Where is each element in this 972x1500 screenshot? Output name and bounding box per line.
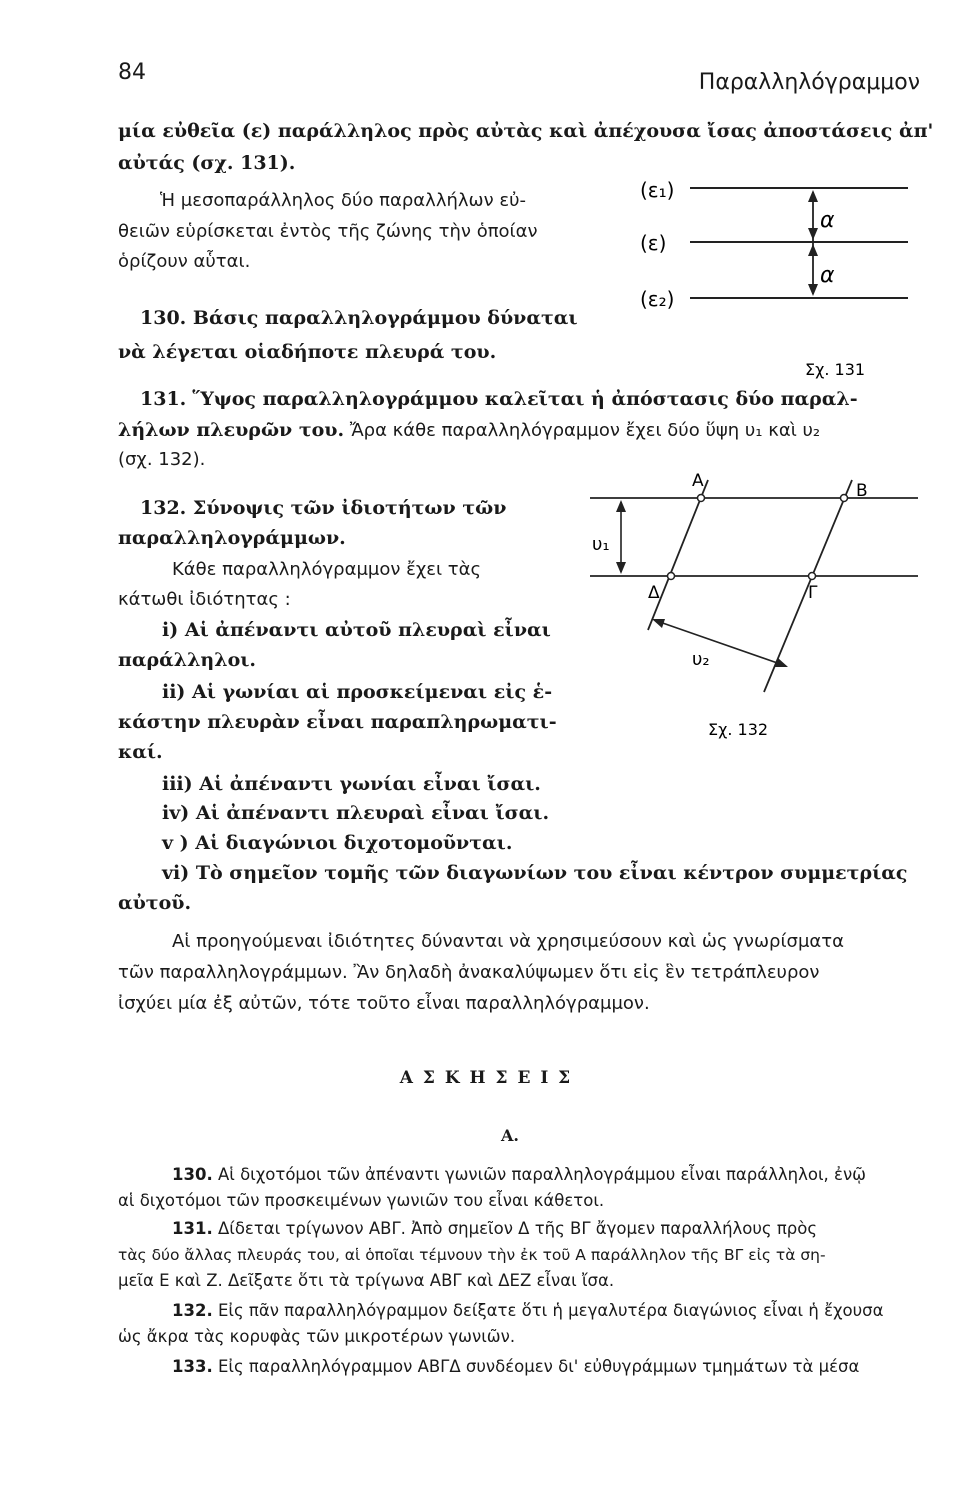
- s132-item2a: ii) Αἱ γωνίαι αἱ προσκείμεναι εἰς ἑ-: [162, 681, 553, 703]
- s132-item2b: κάστην πλευρὰν εἶναι παραπληρωματι-: [118, 711, 557, 733]
- ex131-line-1: [172, 1216, 817, 1242]
- fig131-arrow-top: [808, 190, 818, 202]
- fig132-point-A: [698, 495, 705, 502]
- ex132-line-2: ὡς ἄκρα τὰς κορυφὰς τῶν μικροτέρων γωνιῶν.: [118, 1327, 516, 1346]
- fig132-caption: Σχ. 132: [708, 720, 769, 739]
- fig131-label-a-bottom: α: [820, 263, 835, 288]
- ex133-line-1: [172, 1354, 859, 1380]
- fig132-side-AD: [648, 480, 708, 630]
- s132-line-3: Κάθε παραλληλόγραμμον ἔχει τὰς: [172, 559, 482, 580]
- intro-line-2: αὐτάς (σχ. 131).: [118, 152, 296, 174]
- ex132-text-1: Εἰς πᾶν παραλληλόγραμμον δείξατε ὅτι ἡ μεγαλυτέρα διαγώνιος εἶναι ἡ ἔχουσα: [217, 1301, 884, 1320]
- fig132-point-B: [841, 495, 848, 502]
- ex131-line-3: μεῖα Ε καὶ Ζ. Δεῖξατε ὅτι τὰ τρίγωνα ΑΒΓ καὶ ΔΕΖ εἶναι ἴσα.: [118, 1271, 615, 1290]
- s131-line-2: [118, 414, 820, 447]
- exercises-heading: Α Σ Κ Η Σ Ε Ι Σ: [399, 1068, 573, 1088]
- ex133-text-1: Εἰς παραλληλόγραμμον ΑΒΓΔ συνδέομεν δι' εὐθυγράμμων τμημάτων τὰ μέσα: [217, 1357, 860, 1376]
- fig132-label-B: Β: [856, 481, 868, 501]
- s132-line-1: Σύνοψις τῶν ἰδιοτήτων τῶν: [192, 497, 507, 519]
- fig132-label-u1: υ₁: [592, 534, 610, 555]
- s132-heading: [140, 492, 506, 524]
- s132-line-2: παραλληλογράμμων.: [118, 527, 346, 549]
- s130: [140, 302, 578, 334]
- ex132-number: 132.: [172, 1301, 213, 1320]
- fig132-label-A: Α: [692, 471, 704, 491]
- s132-item5: v ) Αἱ διαγώνιοι διχοτομοῦνται.: [162, 832, 513, 854]
- closing-line-1: Αἱ προηγούμεναι ἰδιότητες δύνανται νὰ χρησιμεύσουν καὶ ὡς γνωρίσματα: [172, 931, 844, 952]
- s132-item6b: αὐτοῦ.: [118, 892, 192, 914]
- s131-line-2-rest: Ἄρα κάθε παραλληλόγραμμον ἔχει δύο ὕψη υ₁ καὶ υ₂: [344, 420, 821, 441]
- ex132-line-1: [172, 1298, 884, 1324]
- midparallel-line-2: θειῶν εὑρίσκεται ἐντὸς τῆς ζώνης τὴν ὁποίαν: [118, 221, 538, 242]
- s132-item3: iii) Αἱ ἀπέναντι γωνίαι εἶναι ἴσαι.: [162, 773, 541, 795]
- fig131-label-a-top: α: [820, 208, 835, 233]
- exercises-subheading: Α.: [501, 1126, 519, 1145]
- s132-number: 132.: [140, 497, 187, 519]
- s131-number: 131.: [140, 388, 187, 410]
- fig131-arrow-mid-down: [808, 244, 818, 256]
- closing-line-2: τῶν παραλληλογράμμων. Ἂν δηλαδὴ ἀνακαλύψωμεν ὅτι εἰς ἓν τετράπλευρον: [118, 962, 820, 983]
- fig131-caption: Σχ. 131: [805, 360, 866, 379]
- ex130-number: 130.: [172, 1165, 213, 1184]
- ex130-line-1: [172, 1162, 866, 1188]
- ex131-line-2: τὰς δύο ἄλλας πλευράς του, αἱ ὁποῖαι τέμνουν τὴν ἐκ τοῦ Α παράλληλον τῆς ΒΓ εἰς τὰ ση-: [118, 1246, 826, 1264]
- ex130-line-2: αἱ διχοτόμοι τῶν προσκειμένων γωνιῶν του εἶναι κάθετοι.: [118, 1191, 605, 1210]
- s132-item4: iv) Αἱ ἀπέναντι πλευραὶ εἶναι ἴσαι.: [162, 802, 550, 824]
- s132-item1a: i) Αἱ ἀπέναντι αὐτοῦ πλευραὶ εἶναι: [162, 619, 551, 641]
- midparallel-line-1: Ἡ μεσοπαράλληλος δύο παραλλήλων εὐ-: [160, 190, 527, 211]
- s131-line-3: (σχ. 132).: [118, 449, 206, 470]
- ex131-number: 131.: [172, 1219, 213, 1238]
- s132-item1b: παράλληλοι.: [118, 649, 257, 671]
- fig132-label-u2: υ₂: [692, 649, 710, 670]
- s131: [140, 383, 858, 415]
- s132-item2c: καί.: [118, 741, 163, 763]
- fig131-arrow-bottom: [808, 284, 818, 296]
- s132-item6a: vi) Τὸ σημεῖον τομῆς τῶν διαγωνίων του εἶναι κέντρον συμμετρίας: [162, 862, 908, 884]
- figure-131: [630, 170, 920, 390]
- fig132-arrow-u1-top: [616, 500, 626, 512]
- fig132-height-u2: [654, 620, 786, 666]
- fig132-arrow-u1-bottom: [616, 562, 626, 574]
- s130-line-2: νὰ λέγεται οἱαδήποτε πλευρά του.: [118, 341, 497, 363]
- fig131-label-e: (ε): [640, 231, 667, 255]
- s132-line-4: κάτωθι ἰδιότητας :: [118, 589, 291, 610]
- ex130-text-1: Αἱ διχοτόμοι τῶν ἀπέναντι γωνιῶν παραλληλογράμμου εἶναι παράλληλοι, ἐνῷ: [217, 1165, 866, 1184]
- midparallel-line-3: ὁρίζουν αὗται.: [118, 251, 251, 272]
- fig132-label-G: Γ: [808, 583, 818, 603]
- intro-line-1: μία εὐθεῖα (ε) παράλληλος πρὸς αὐτὰς καὶ ἀπέχουσα ἴσας ἀποστάσεις ἀπ': [118, 120, 934, 142]
- page-number: 84: [118, 60, 146, 85]
- s130-line-1: Βάσις παραλληλογράμμου δύναται: [192, 307, 578, 329]
- fig131-arrow-mid-up: [808, 228, 818, 240]
- ex133-number: 133.: [172, 1357, 213, 1376]
- fig131-label-e1: (ε₁): [640, 178, 675, 202]
- fig132-label-D: Δ: [648, 583, 660, 603]
- fig132-point-G: [809, 573, 816, 580]
- ex131-text-1: Δίδεται τρίγωνον ΑΒΓ. Ἀπὸ σημεῖον Δ τῆς ΒΓ ἄγομεν παραλλήλους πρὸς: [217, 1219, 818, 1238]
- closing-line-3: ἰσχύει μία ἐξ αὐτῶν, τότε τοῦτο εἶναι παραλληλόγραμμον.: [118, 993, 650, 1014]
- s131-line-1: Ὕψος παραλληλογράμμου καλεῖται ἡ ἀπόστασις δύο παραλ-: [192, 388, 858, 410]
- fig131-label-e2: (ε₂): [640, 287, 675, 311]
- s131-line-2-bold: λήλων πλευρῶν του.: [118, 419, 345, 441]
- fig132-arrow-u2-start: [652, 619, 665, 628]
- s130-number: 130.: [140, 307, 187, 329]
- figure-132: [590, 470, 930, 750]
- fig132-point-D: [668, 573, 675, 580]
- running-title: Παραλληλόγραμμον: [698, 70, 920, 95]
